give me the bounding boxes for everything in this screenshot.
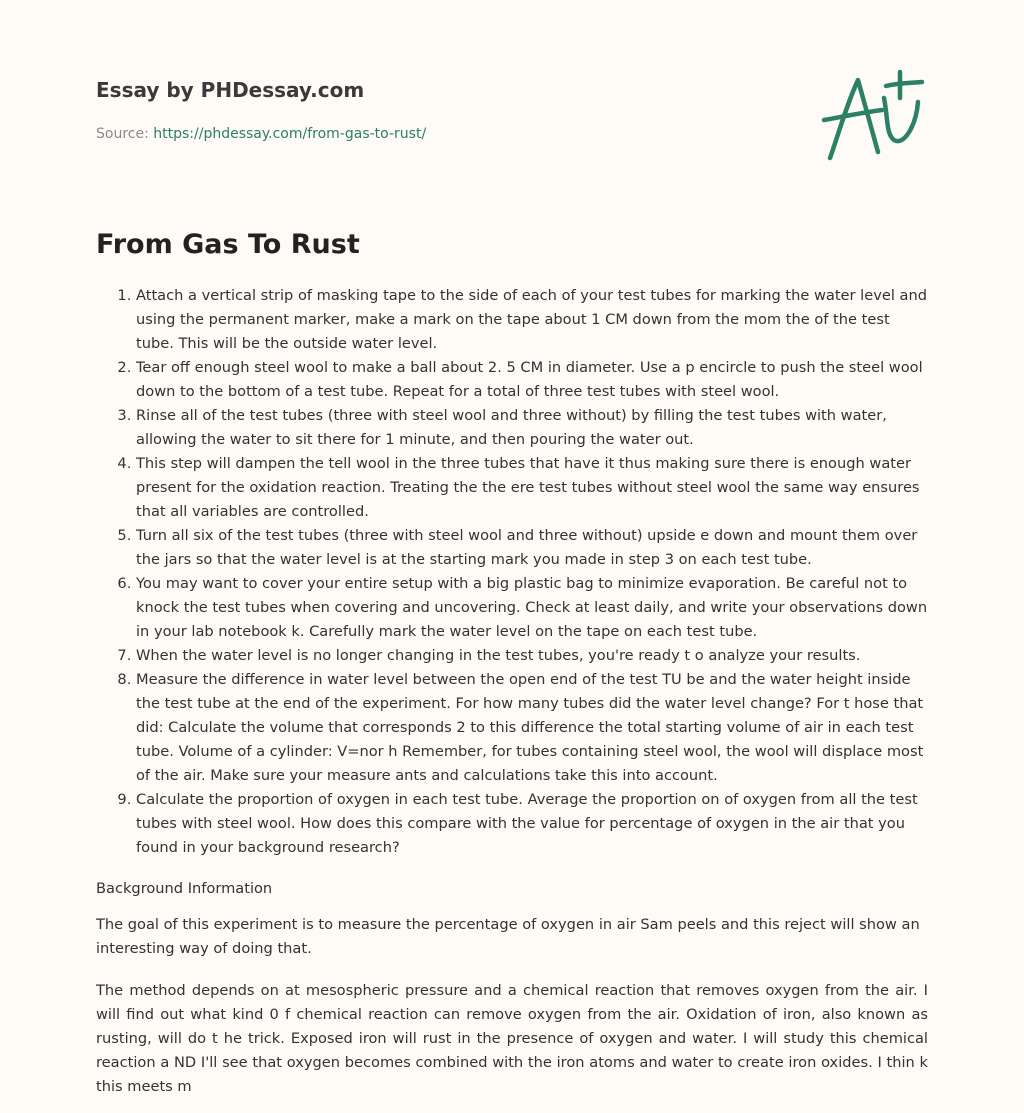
brand-title: Essay by PHDessay.com — [96, 78, 365, 102]
source-label: Source: — [96, 126, 149, 142]
list-item: 6. You may want to cover your entire setup with a big plastic bag to minimize evaporation. Be careful not to knock the test tubes when covering and uncovering. Check at least daily, and write your observations down in your lab notebook k. Carefully mark the water level on the tape on each test tube. — [136, 572, 932, 644]
background-heading: Background Information — [96, 880, 273, 897]
list-item: 8. Measure the difference in water level between the open end of the test TU be and the water height inside the test tube at the end of the experiment. For how many tubes did the water level change? For t hose that did: Calculate the volume that corresponds 2 to this difference the total starting volume of air in each test tube. Volume of a cylinder: V=nor h Remember, for tubes containing steel wool, the wool will displace most of the air. Make sure your measure ants and calculations take this into account. — [136, 668, 932, 788]
list-item: 4. This step will dampen the tell wool in the three tubes that have it thus making sure there is enough water present for the oxidation reaction. Treating the the ere test tubes without steel wool the same way ensures that all variables are controlled. — [136, 452, 932, 524]
essay-title: From Gas To Rust — [96, 229, 360, 260]
list-item: 3. Rinse all of the test tubes (three with steel wool and three without) by filling the test tubes with water, allowing the water to sit there for 1 minute, and then pouring the water out. — [136, 404, 932, 452]
list-item: 1. Attach a vertical strip of masking tape to the side of each of your test tubes for marking the water level and using the permanent marker, make a mark on the tape about 1 CM down from the mom the of the test tube. This will be the outside water level. — [136, 284, 932, 356]
source-line — [96, 124, 716, 144]
body-paragraph: The method depends on at mesospheric pressure and a chemical reaction that removes oxygen from the air. I will find out what kind 0 f chemical reaction can remove oxygen from the air. Oxidation of iron, also known as rusting, will do t he trick. Exposed iron will rust in the presence of oxygen and water. I will study this chemical reaction a ND I'll see that oxygen becomes combined with the iron atoms and water to create iron oxides. I thin k this meets m — [96, 982, 928, 1095]
procedure-steps-list — [96, 284, 932, 860]
essay-header — [96, 76, 716, 144]
list-item: 9. Calculate the proportion of oxygen in each test tube. Average the proportion on of oxygen from all the test tubes with steel wool. How does this compare with the value for percentage of oxygen in the air that you found in your background research? — [136, 788, 932, 860]
list-item: 2. Tear off enough steel wool to make a ball about 2. 5 CM in diameter. Use a p encircle to push the steel wool down to the bottom of a test tube. Repeat for a total of three test tubes with steel wool. — [136, 356, 932, 404]
a-plus-logo-icon — [820, 66, 930, 166]
body-paragraph: The goal of this experiment is to measure the percentage of oxygen in air Sam peels and this reject will show an interesting way of doing that. — [96, 916, 920, 957]
list-item: 7. When the water level is no longer changing in the test tubes, you're ready t o analyze your results. — [136, 644, 932, 668]
source-link[interactable]: https://phdessay.com/from-gas-to-rust/ — [153, 126, 427, 142]
list-item: 5. Turn all six of the test tubes (three with steel wool and three without) upside e down and mount them over the jars so that the water level is at the starting mark you made in step 3 on each test tube. — [136, 524, 932, 572]
